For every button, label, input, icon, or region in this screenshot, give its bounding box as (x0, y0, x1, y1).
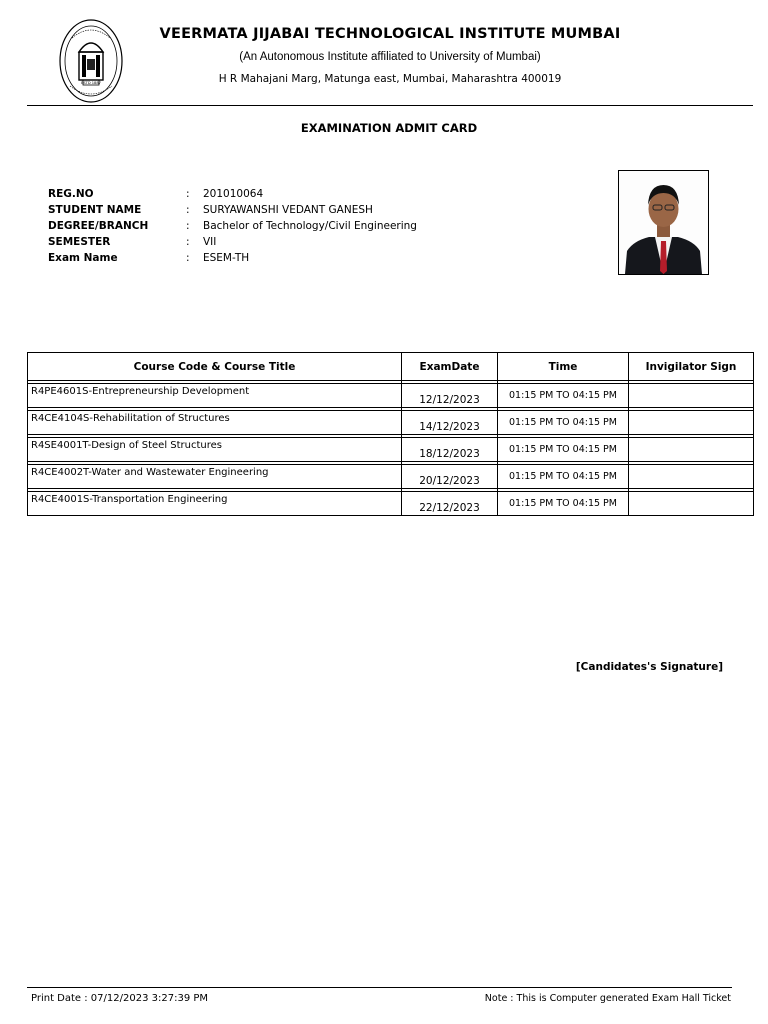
student-name-separator: : (186, 204, 190, 216)
student-name-value: SURYAWANSHI VEDANT GANESH (203, 204, 373, 216)
degree-branch-label: DEGREE/BRANCH (48, 220, 149, 232)
candidate-signature-label: [Candidates's Signature] (575, 661, 723, 673)
exam-date: 12/12/2023 (402, 384, 498, 408)
student-name-label: STUDENT NAME (48, 204, 142, 216)
semester-separator: : (186, 236, 190, 248)
reg-no-value: 201010064 (203, 188, 264, 200)
logo-year: ESTD 1887 (81, 81, 101, 85)
invigilator-sign-cell (629, 465, 754, 489)
exam-schedule-table (27, 352, 754, 516)
institute-address: H R Mahajani Marg, Matunga east, Mumbai, Maharashtra 400019 (218, 73, 562, 85)
footer-divider (27, 987, 732, 988)
reg-no-separator: : (186, 188, 190, 200)
degree-branch-value: Bachelor of Technology/Civil Engineering (203, 220, 417, 232)
table-row (28, 411, 754, 435)
table-row (28, 465, 754, 489)
exam-date: 22/12/2023 (402, 492, 498, 516)
invigilator-sign-cell (629, 492, 754, 516)
reg-no-label: REG.NO (48, 188, 94, 200)
institute-name: VEERMATA JIJABAI TECHNOLOGICAL INSTITUTE MUMBAI (159, 26, 621, 42)
semester-value: VII (203, 236, 217, 248)
footer-note: Note : This is Computer generated Exam Hall Ticket (484, 993, 731, 1004)
course-title: R4CE4104S-Rehabilitation of Structures (28, 411, 402, 435)
degree-branch-separator: : (186, 220, 190, 232)
exam-name-label: Exam Name (48, 252, 118, 264)
course-title: R4PE4601S-Entrepreneurship Development (28, 384, 402, 408)
exam-date: 20/12/2023 (402, 465, 498, 489)
exam-name-separator: : (186, 252, 190, 264)
document-title: EXAMINATION ADMIT CARD (300, 121, 478, 135)
exam-time: 01:15 PM TO 04:15 PM (498, 465, 629, 489)
table-row (28, 492, 754, 516)
header-divider (27, 105, 753, 106)
table-row (28, 438, 754, 462)
course-title: R4CE4002T-Water and Wastewater Engineering (28, 465, 402, 489)
table-row (28, 384, 754, 408)
invigilator-sign-cell (629, 411, 754, 435)
exam-date: 18/12/2023 (402, 438, 498, 462)
exam-time: 01:15 PM TO 04:15 PM (498, 384, 629, 408)
exam-date: 14/12/2023 (402, 411, 498, 435)
header-exam-date: ExamDate (402, 353, 498, 381)
course-title: R4SE4001T-Design of Steel Structures (28, 438, 402, 462)
course-title: R4CE4001S-Transportation Engineering (28, 492, 402, 516)
institute-logo-icon (58, 18, 124, 104)
institute-subtitle: (An Autonomous Institute affiliated to University of Mumbai) (239, 51, 541, 63)
print-date: Print Date : 07/12/2023 3:27:39 PM (31, 993, 209, 1004)
student-photo (618, 170, 709, 275)
exam-time: 01:15 PM TO 04:15 PM (498, 492, 629, 516)
exam-name-value: ESEM-TH (203, 252, 250, 264)
exam-time: 01:15 PM TO 04:15 PM (498, 438, 629, 462)
invigilator-sign-cell (629, 438, 754, 462)
exam-time: 01:15 PM TO 04:15 PM (498, 411, 629, 435)
header-course: Course Code & Course Title (28, 353, 402, 381)
table-header-row (28, 353, 754, 381)
invigilator-sign-cell (629, 384, 754, 408)
header-invigilator-sign: Invigilator Sign (629, 353, 754, 381)
semester-label: SEMESTER (48, 236, 111, 248)
header-time: Time (498, 353, 629, 381)
